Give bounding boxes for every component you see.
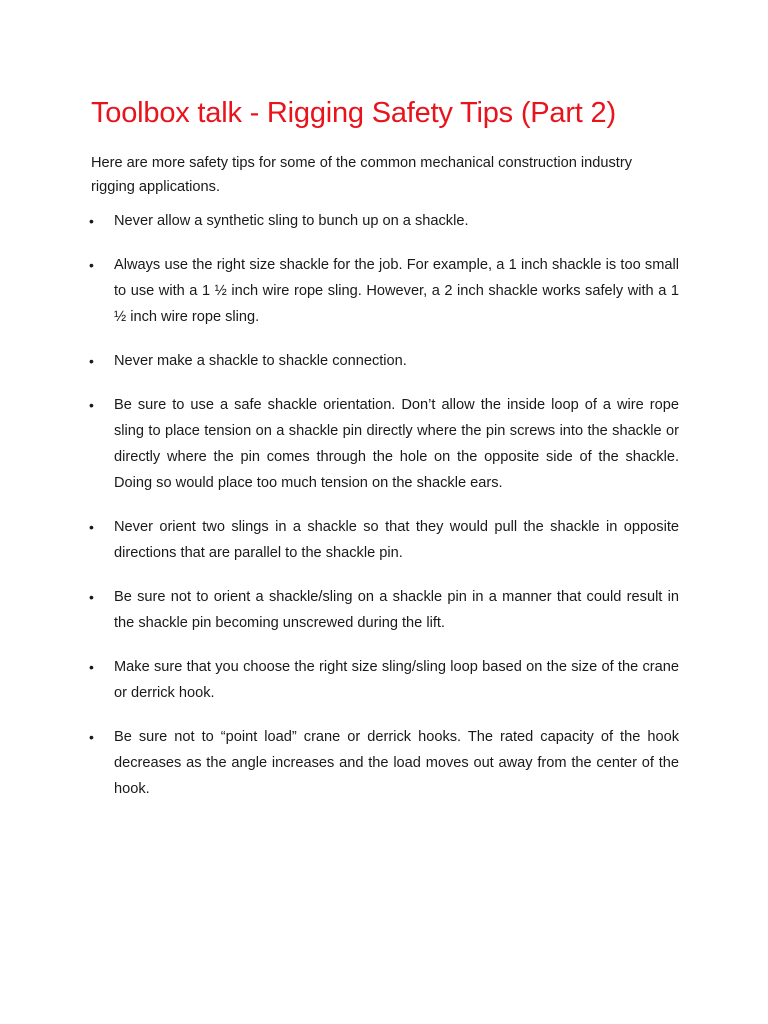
bullet-icon: • [89,519,94,535]
bullet-icon: • [89,729,94,745]
tip-text: Be sure not to “point load” crane or derrick hooks. The rated capacity of the hook decreases as the angle increases and the load moves out away from the center of the hook. [114,729,679,797]
list-item [91,348,679,374]
intro-paragraph: Here are more safety tips for some of the common mechanical construction industry rigging applications. [91,155,633,195]
tip-text: Be sure to use a safe shackle orientation. Don’t allow the inside loop of a wire rope sling to place tension on a shackle pin directly where the pin screws into the shackle or directly where the pin comes through the hole on the opposite side of the shackle. Doing so would place too much tension on the shackle ears. [114,397,679,491]
bullet-icon: • [89,589,94,605]
list-item [91,252,679,330]
bullet-icon: • [89,353,94,369]
tip-text: Be sure not to orient a shackle/sling on a shackle pin in a manner that could result in the shackle pin becoming unscrewed during the lift. [114,589,679,631]
document-title: Toolbox talk - Rigging Safety Tips (Part 2) [91,97,616,129]
tip-text: Always use the right size shackle for the job. For example, a 1 inch shackle is too small to use with a 1 ½ inch wire rope sling. However, a 2 inch shackle works safely with a 1 ½ inch wire rope sling. [114,257,679,325]
list-item [91,654,679,706]
list-item [91,514,679,566]
bullet-icon: • [89,659,94,675]
bullet-icon: • [89,397,94,413]
tip-text: Make sure that you choose the right size sling/sling loop based on the size of the crane or derrick hook. [114,659,679,701]
list-item [91,392,679,496]
bullet-icon: • [89,213,94,229]
list-item [91,208,679,234]
document-page [91,93,679,820]
bullet-icon: • [89,257,94,273]
tips-list [91,208,679,802]
tip-text: Never allow a synthetic sling to bunch up on a shackle. [114,213,469,229]
list-item [91,584,679,636]
list-item [91,724,679,802]
tip-text: Never orient two slings in a shackle so that they would pull the shackle in opposite directions that are parallel to the shackle pin. [114,519,679,561]
tip-text: Never make a shackle to shackle connection. [114,353,407,369]
